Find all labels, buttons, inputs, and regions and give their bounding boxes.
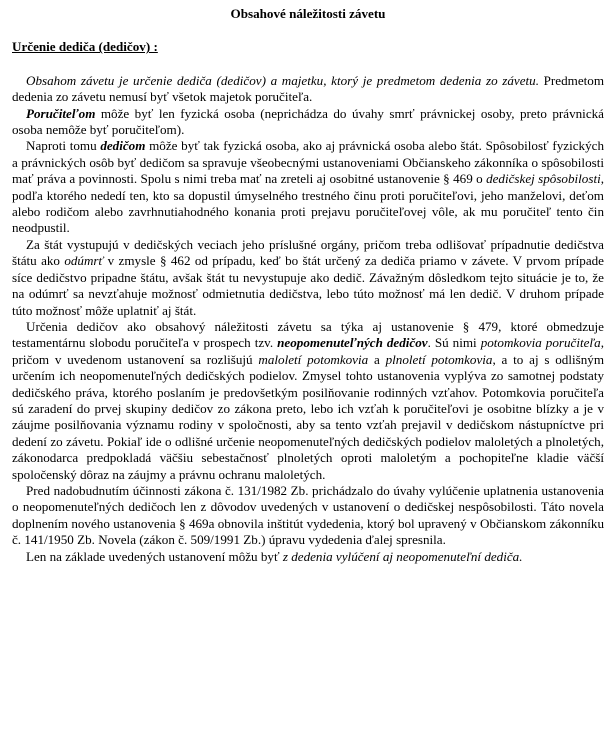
paragraph [12, 138, 604, 236]
text-run: . Sú nimi [427, 335, 481, 351]
emphasized-text: plnoletí potomkovia [385, 351, 493, 367]
paragraph [12, 73, 604, 106]
emphasized-text: z dedenia vylúčení aj neopomenuteľní dediča. [282, 548, 523, 564]
emphasized-text: odúmrť [64, 253, 104, 269]
emphasized-text: Obsahom závetu je určenie dediča (dedičov) a majetku, ktorý je predmetom dedenia zo závetu. [26, 72, 539, 88]
text-run: , podľa ktorého nededí ten, kto sa dopustil úmyselného trestného činu proti poručiteľovi, jeho manželovi, deťom alebo rodičom alebo zavrhnutiahodného konania proti prejavu poručiteľovej vôle, ak mu poručiteľ tento čin neodpustil. [12, 171, 605, 236]
text-run: Len na základe uvedených ustanovení môžu byť [26, 548, 283, 564]
text-run: Určenia dedičov ako obsahový náležitosti závetu sa týka aj ustanovenie § 479, ktoré obmedzuje testamentárnu slobodu poručiteľa v prospech tzv. [12, 318, 604, 351]
paragraph [12, 319, 604, 483]
emphasized-text: neopomenuteľných dedičov [277, 335, 428, 351]
text-run: Predmetom dedenia zo závetu nemusí byť všetok majetok poručiteľa. [12, 72, 604, 105]
body-text [12, 73, 604, 565]
emphasized-text: dedičom [100, 138, 146, 154]
text-run: , a to aj s odlišným určením ich neopomenuteľných dedičských podielov. Zmysel tohto ustanovenia vyplýva zo samotnej podstaty dedičského práva, ktorého poslaním je predovšetkým posilňovanie rodinných vzťahov. Potomkovia poručiteľa sú zaradení do prvej skupiny dedičov zo zákona preto, lebo ich vzťah k poručiteľovi je osobitne blízky a je v záujme posilňovania významu rodiny v spoločnosti, aby sa tento vzťah prejavil v dedičskom nástupníctve pri dedení zo závetu. Pokiaľ ide o odlišné určenie neopomenuteľných dedičských podielov maloletých a plnoletých, zákonodarca predpokladá väčšiu sebestačnosť plnoletých oproti maloletým a pochopiteľne kladie väčší spoločenský dôraz na záujmy a právnu ochranu maloletých. [12, 351, 604, 482]
text-run: môže byť len fyzická osoba (neprichádza do úvahy smrť právnickej osoby, preto právnická osoba nemôže byť poručiteľom). [12, 105, 604, 138]
paragraph [12, 106, 604, 139]
emphasized-text: maloletí potomkovia [258, 351, 369, 367]
text-run: , pričom v uvedenom ustanovení sa rozlišujú [12, 335, 604, 367]
section-heading: Určenie dediča (dedičov) : [12, 39, 158, 55]
text-run: môže byť tak fyzická osoba, ako aj právnická osoba alebo štát. Spôsobilosť fyzických a právnických osôb byť dedičom sa spravuje všeobecnými ustanoveniami Občianskeho zákonníka o spôsobilosti mať práva a povinnosti. Spolu s nimi treba mať na zreteli aj osobitné ustanovenie § 469 o [12, 138, 604, 187]
text-run: Naproti tomu [26, 138, 101, 154]
text-run: Za štát vystupujú v dedičských veciach jeho príslušné orgány, pričom treba odlišovať prípadnutie dedičstva štátu ako [12, 236, 604, 269]
emphasized-text: potomkovia poručiteľa [480, 335, 601, 351]
paragraph [12, 549, 604, 565]
paragraph [12, 483, 604, 549]
emphasized-text: dedičskej spôsobilosti [486, 171, 601, 187]
text-run: v zmysle § 462 od prípadu, keď bo štát určený za dediča priamo v závete. V prvom prípade síce dedičstvo pripadne štátu, avšak štát tu nevystupuje ako dedič. Závažným dôsledkom tejto situácie je to, že na odúmrť sa nevzťahuje možnosť odmietnutia dedičstva, lebo túto možnosť má len dedič. V druhom prípade túto možnosť môže uplatniť aj štát. [12, 253, 604, 318]
paragraph [12, 237, 604, 319]
emphasized-text: Poručiteľom [26, 105, 96, 121]
document-title: Obsahové náležitosti závetu [230, 6, 386, 21]
text-run: Pred nadobudnutím účinnosti zákona č. 131/1982 Zb. prichádzalo do úvahy vylúčenie uplatnenia ustanovenia o neopomenuteľných dedičoch len z dôvodov uvedených v ustanovení o dedičskej nespôsobilosti. Táto novela doplnením nového ustanovenia § 469a obnovila inštitút vydedenia, ktorý bol upravený v Občianskom zákonníku č. 141/1950 Zb. Novela (zákon č. 509/1991 Zb.) úpravu vydedenia ďalej spresnila. [12, 482, 604, 548]
text-run: a [368, 351, 386, 367]
